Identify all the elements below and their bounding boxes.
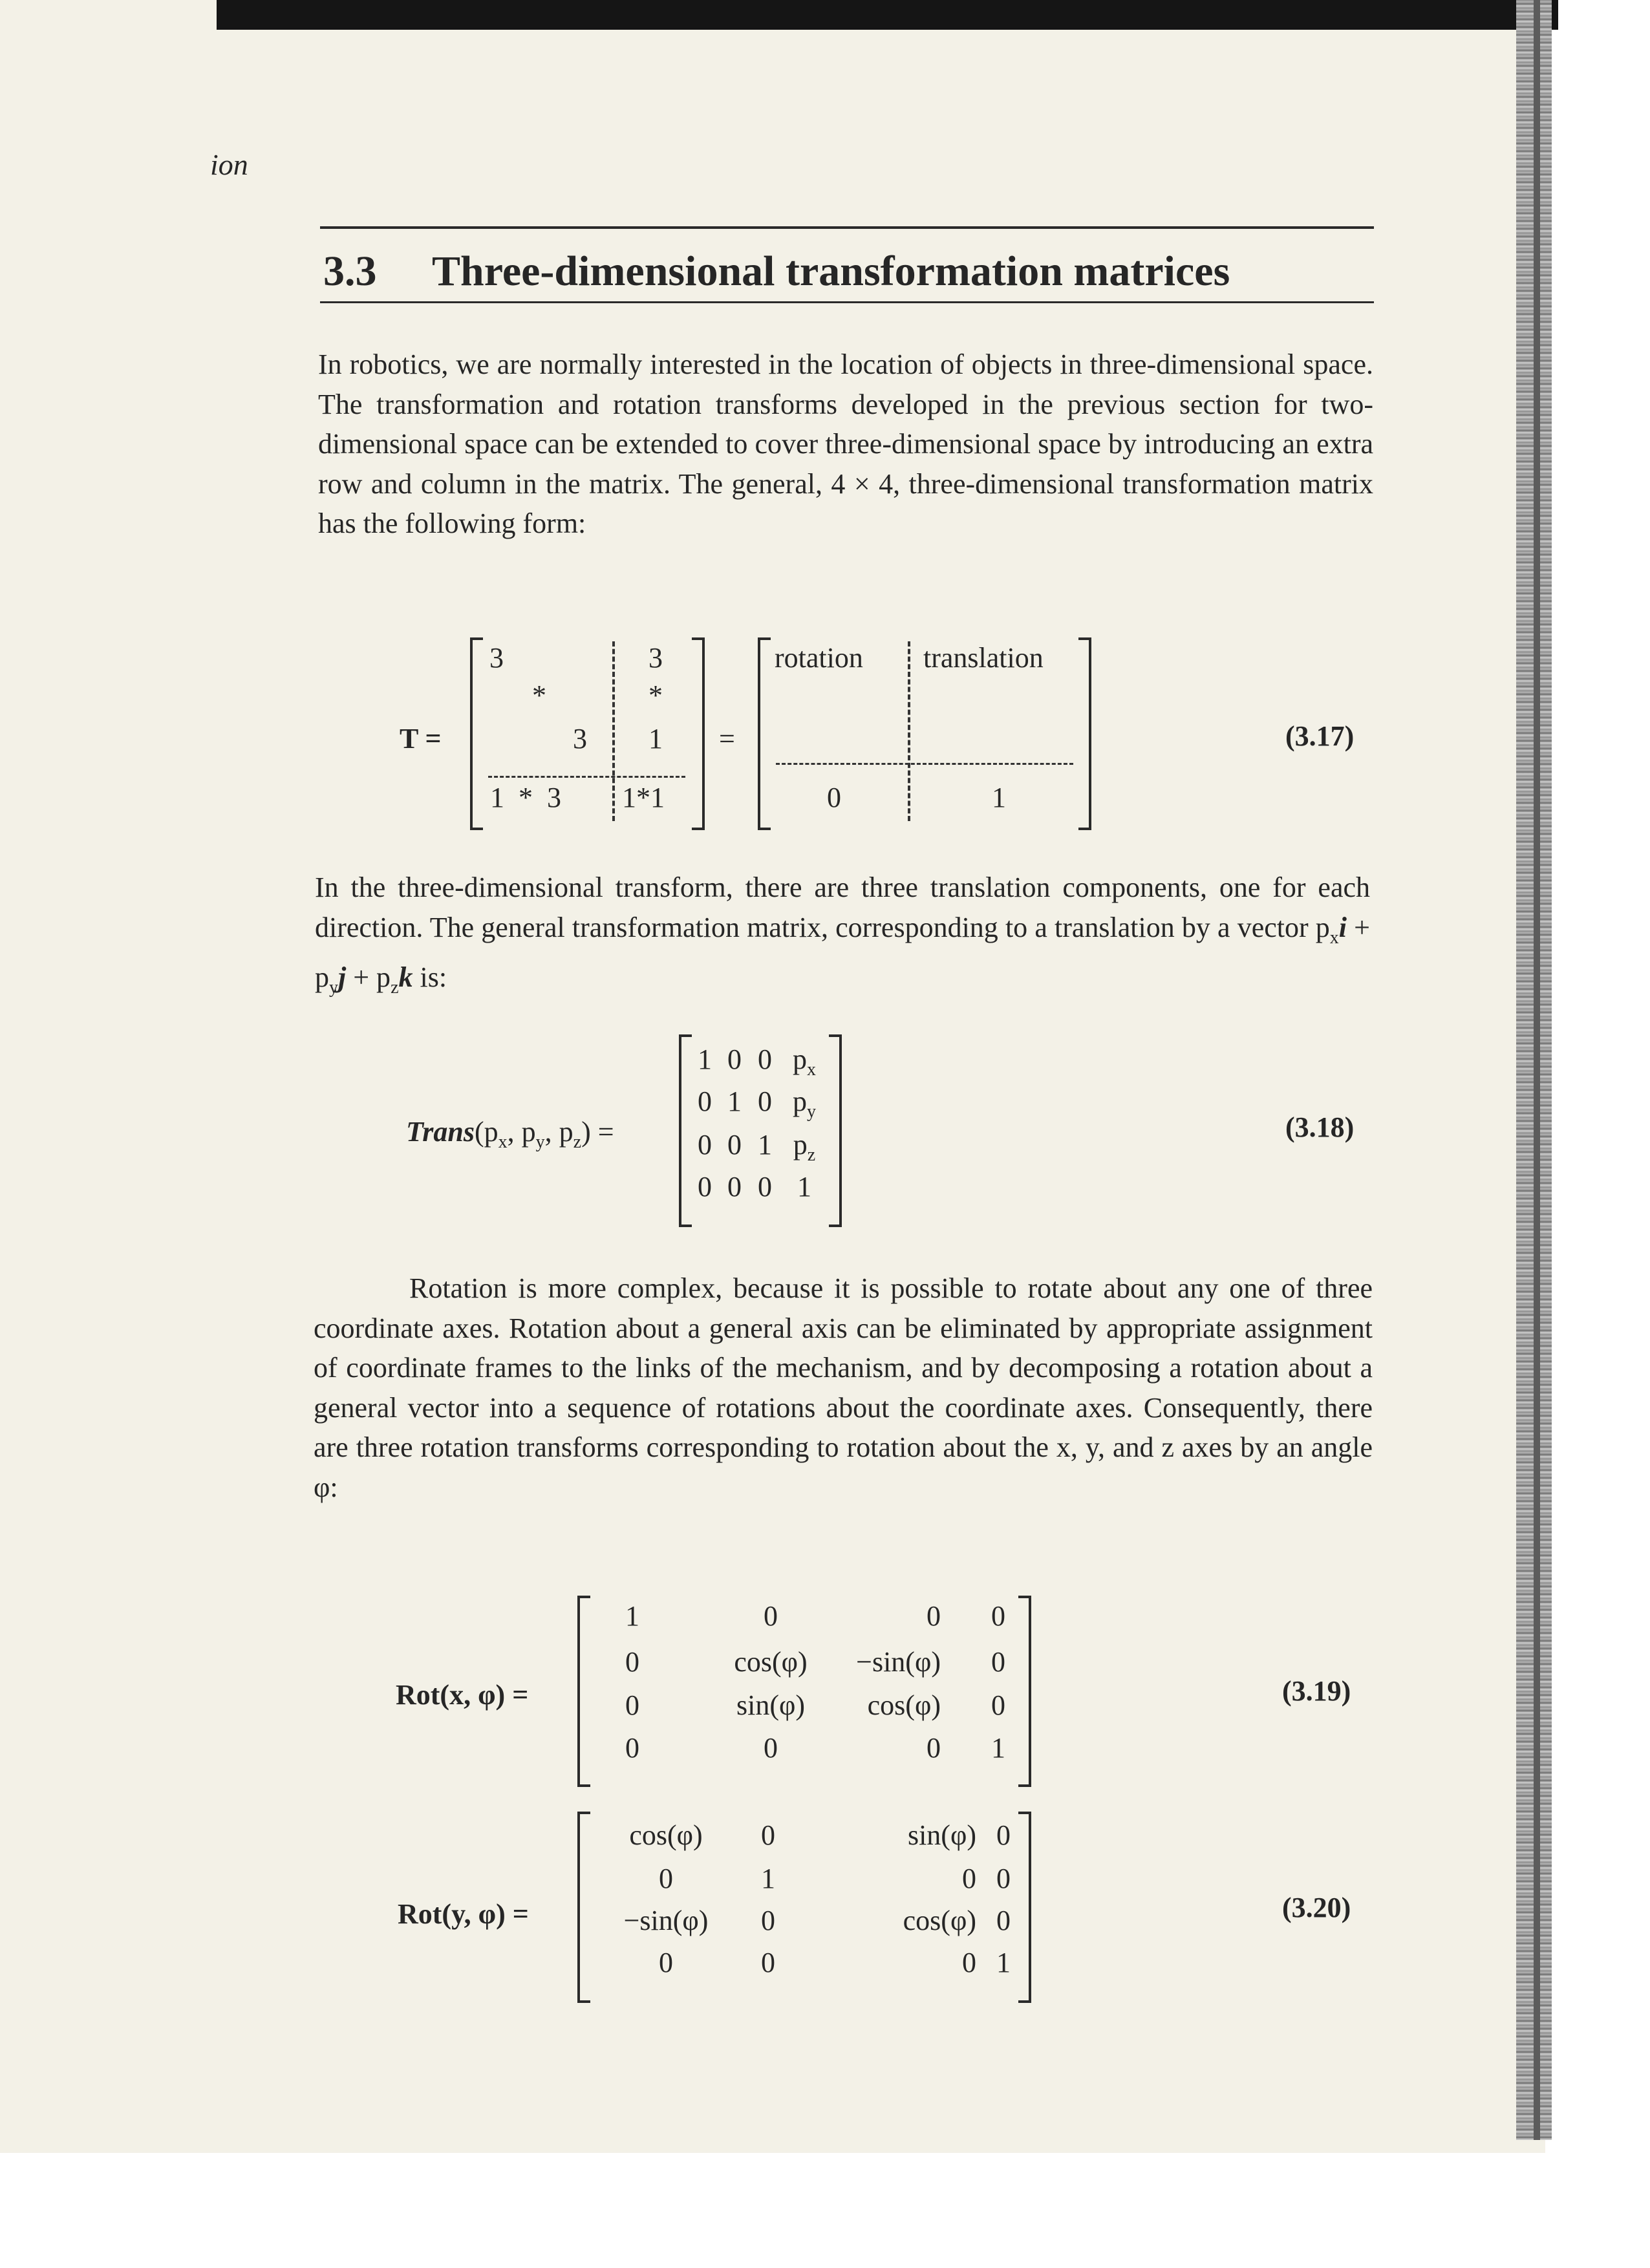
eq318-sub: y: [535, 1131, 545, 1152]
eq320-matrix-cell: 0: [659, 1863, 673, 1894]
eq318-matrix-cell: 0: [758, 1043, 772, 1075]
eq317-translation-label: translation: [923, 642, 1044, 674]
eq317-cell: 3: [573, 723, 587, 754]
equation-number: (3.17): [1285, 720, 1355, 752]
eq320-matrix-cell: 1: [996, 1947, 1011, 1978]
running-head: ion: [210, 148, 248, 181]
eq318-matrix-cell: 0: [758, 1171, 772, 1203]
eq317-lhs: T =: [400, 723, 442, 754]
eq319-matrix-cell: 0: [764, 1600, 778, 1632]
eq318-matrix-cell: 1: [727, 1086, 742, 1117]
eq318-matrix-subscript: x: [807, 1059, 816, 1080]
paragraph-translation-text: In the three-dimensional transform, there are three translation components, one for each direction. The general transformation matrix, corresponding to a translation by a vector p: [315, 872, 1370, 943]
scan-edge-line: [1534, 0, 1540, 2140]
eq317-cell: 3: [648, 642, 663, 674]
eq319-matrix-cell: 0: [764, 1732, 778, 1764]
eq318-matrix-cell: 1: [698, 1043, 712, 1075]
eq319-open-bracket: [577, 1596, 590, 1787]
eq317-right-matrix-close-bracket: [1078, 637, 1091, 830]
eq319-close-bracket: [1018, 1596, 1031, 1787]
eq317-left-matrix-vertical-divider: [612, 641, 615, 821]
eq319-matrix-cell: cos(φ): [867, 1689, 941, 1721]
eq317-cell: *: [648, 679, 663, 711]
eq318-matrix-cell: 0: [727, 1129, 742, 1161]
eq317-zero-block: 0: [827, 782, 841, 813]
eq320-matrix-cell: cos(φ): [903, 1905, 976, 1936]
eq320-matrix-cell: 0: [659, 1947, 673, 1978]
eq320-matrix-cell: 0: [962, 1863, 976, 1894]
eq320-matrix-cell: 1: [761, 1863, 775, 1894]
eq320-matrix-cell: sin(φ): [907, 1819, 976, 1851]
eq320-matrix-cell: 0: [996, 1819, 1011, 1851]
eq317-cell: *: [532, 679, 546, 711]
eq318-matrix-subscript: z: [807, 1144, 816, 1165]
eq318-matrix-cell: $p_x$: [793, 1043, 816, 1080]
eq319-matrix-cell: 0: [927, 1600, 941, 1632]
eq318-lhs: $Trans(p_x$, $p_y$, $p_z$) =: [406, 1116, 614, 1152]
eq318-sub: z: [573, 1131, 582, 1152]
eq318-matrix-cell: 0: [698, 1129, 712, 1161]
eq317-right-matrix-horizontal-divider: [776, 763, 1073, 765]
equation-number: (3.18): [1285, 1111, 1355, 1143]
eq318-matrix-cell: 0: [727, 1043, 742, 1075]
eq317-left-matrix-open-bracket: [470, 637, 483, 830]
eq317-left-matrix-close-bracket: [692, 637, 705, 830]
eq320-matrix-cell: 0: [761, 1819, 775, 1851]
eq317-left-matrix-horizontal-divider: [488, 776, 685, 778]
eq319-matrix-cell: 0: [991, 1600, 1005, 1632]
eq318-sub: x: [498, 1131, 508, 1152]
eq319-matrix-cell: 0: [625, 1732, 639, 1764]
eq319-matrix-cell: 0: [991, 1646, 1005, 1678]
eq318-matrix-cell: $p_z$: [793, 1129, 816, 1165]
paragraph-intro: In robotics, we are normally interested in the location of objects in three-dimensional space. The transformation and rotation transforms developed in the previous section for two-dimensional space can be extended to cover three-dimensional space by introducing an extra row and column in the matrix. The general, 4 × 4, three-dimensional transformation matrix has the following form:: [318, 348, 1373, 539]
eq320-matrix-cell: cos(φ): [629, 1819, 703, 1851]
eq318-matrix-cell: 0: [698, 1171, 712, 1203]
equation-number: (3.19): [1282, 1675, 1351, 1707]
eq320-lhs: Rot(y, φ) =: [398, 1898, 529, 1930]
eq319-matrix-cell: 1: [991, 1732, 1005, 1764]
eq317-cell: 1 * 3: [490, 782, 561, 813]
eq320-open-bracket: [577, 1812, 590, 2003]
eq320-matrix-cell: 0: [761, 1905, 775, 1936]
eq320-matrix-cell: 0: [996, 1905, 1011, 1936]
eq317-cell: 1: [648, 723, 663, 754]
eq319-matrix-cell: 0: [625, 1646, 639, 1678]
section-rule-top: [320, 226, 1374, 229]
eq318-matrix-subscript: y: [807, 1101, 816, 1122]
eq320-close-bracket: [1018, 1812, 1031, 2003]
paragraph-translation-end: is:: [412, 961, 447, 993]
section-number: 3.3: [323, 248, 377, 295]
equation-number: (3.20): [1282, 1892, 1351, 1923]
eq319-matrix-cell: −sin(φ): [856, 1646, 941, 1678]
eq318-paren: (: [474, 1116, 484, 1148]
paragraph-translation: In the three-dimensional transform, there are three translation components, one for each direction. The general transformation matrix, corresponding to a translation by a vector $p_xi + p_yj + p_zk$ is:: [315, 872, 1370, 998]
eq317-equals: =: [719, 723, 735, 754]
eq318-matrix-cell: 0: [727, 1171, 742, 1203]
eq319-lhs: Rot(x, φ) =: [396, 1679, 529, 1711]
section-title: Three-dimensional transformation matrices: [432, 248, 1230, 295]
eq318-matrix-cell: 0: [698, 1086, 712, 1117]
eq319-matrix-cell: 0: [991, 1689, 1005, 1721]
eq318-open-bracket: [679, 1034, 692, 1227]
eq320-matrix-cell: 0: [996, 1863, 1011, 1894]
section-rule-bottom: [320, 301, 1374, 303]
scan-top-band: [217, 0, 1558, 30]
eq317-one-block: 1: [992, 782, 1006, 813]
eq319-matrix-cell: 1: [625, 1600, 639, 1632]
eq319-matrix-cell: 0: [625, 1689, 639, 1721]
eq317-rotation-label: rotation: [775, 642, 863, 674]
eq318-matrix-cell: 1: [797, 1171, 811, 1203]
eq318-paren: ) =: [581, 1116, 614, 1148]
eq318-close-bracket: [829, 1034, 842, 1227]
eq318-matrix-cell: $p_y$: [793, 1086, 816, 1122]
eq320-matrix-cell: −sin(φ): [623, 1905, 709, 1936]
eq318-matrix-cell: 0: [758, 1086, 772, 1117]
eq319-matrix-cell: 0: [927, 1732, 941, 1764]
eq317-cell: 1*1: [622, 782, 665, 813]
eq317-right-matrix-vertical-divider: [908, 641, 910, 821]
eq320-matrix-cell: 0: [761, 1947, 775, 1978]
eq317-cell: 3: [489, 642, 504, 674]
eq318-matrix-cell: 1: [758, 1129, 772, 1161]
eq319-matrix-cell: cos(φ): [734, 1646, 808, 1678]
paragraph-rotation: Rotation is more complex, because it is possible to rotate about any one of three coordinate axes. Rotation about a general axis can be eliminated by appropriate assignment of coordinate frames to the links of the mechanism, and by decomposing a rotation about a general vector into a sequence of rotations about the coordinate axes. Consequently, there are three rotation transforms corresponding to rotation about the x, y, and z axes by an angle φ:: [314, 1272, 1373, 1503]
eq319-matrix-cell: sin(φ): [736, 1689, 806, 1721]
eq320-matrix-cell: 0: [962, 1947, 976, 1978]
eq318-func: Trans: [406, 1116, 475, 1148]
eq317-right-matrix-open-bracket: [758, 637, 771, 830]
